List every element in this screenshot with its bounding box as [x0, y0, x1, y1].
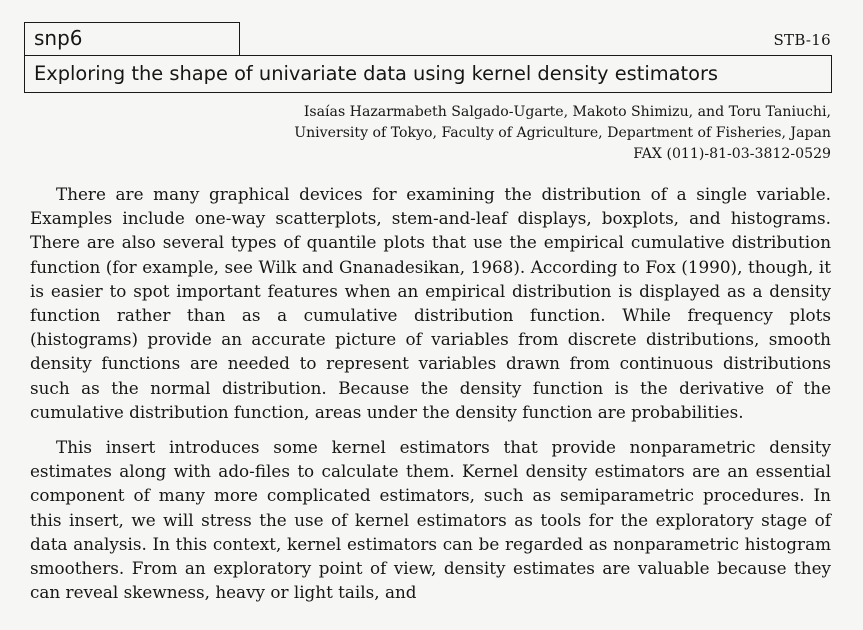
author-affiliation: University of Tokyo, Faculty of Agriculture, Department of Fisheries, Japan	[294, 125, 831, 141]
author-names: Isaías Hazarmabeth Salgado-Ugarte, Makoto Shimizu, and Toru Taniuchi,	[303, 104, 831, 120]
author-block	[294, 102, 831, 165]
insert-id-label: snp6	[24, 22, 240, 55]
article-body	[30, 182, 831, 604]
author-fax: FAX (011)-81-03-3812-0529	[633, 146, 831, 162]
issue-number: STB-16	[773, 31, 831, 49]
body-paragraph-1: There are many graphical devices for examining the distribution of a single variable. Examples include one-way scatterplots, stem-and-leaf displays, boxplots, and histograms. There are also several types of quantile plots that use the empirical cumulative distribution function (for example, see Wilk and Gnanadesikan, 1968). According to Fox (1990), though, it is easier to spot important features when an empirical distribution is displayed as a density function rather than as a cumulative distribution function. While frequency plots (histograms) provide an accurate picture of variables from discrete distributions, smooth density functions are needed to represent variables drawn from continuous distributions such as the normal distribution. Because the density function is the derivative of the cumulative distribution function, areas under the density function are probabilities.	[30, 184, 831, 422]
body-paragraph-2: This insert introduces some kernel estimators that provide nonparametric density estimates along with ado-files to calculate them. Kernel density estimators are an essential component of many more complicated estimators, such as semiparametric procedures. In this insert, we will stress the use of kernel estimators as tools for the exploratory stage of data analysis. In this context, kernel estimators can be regarded as nonparametric histogram smoothers. From an exploratory point of view, density estimates are valuable because they can reveal skewness, heavy or light tails, and	[30, 437, 831, 603]
article-title: Exploring the shape of univariate data using kernel density estimators	[24, 55, 832, 93]
